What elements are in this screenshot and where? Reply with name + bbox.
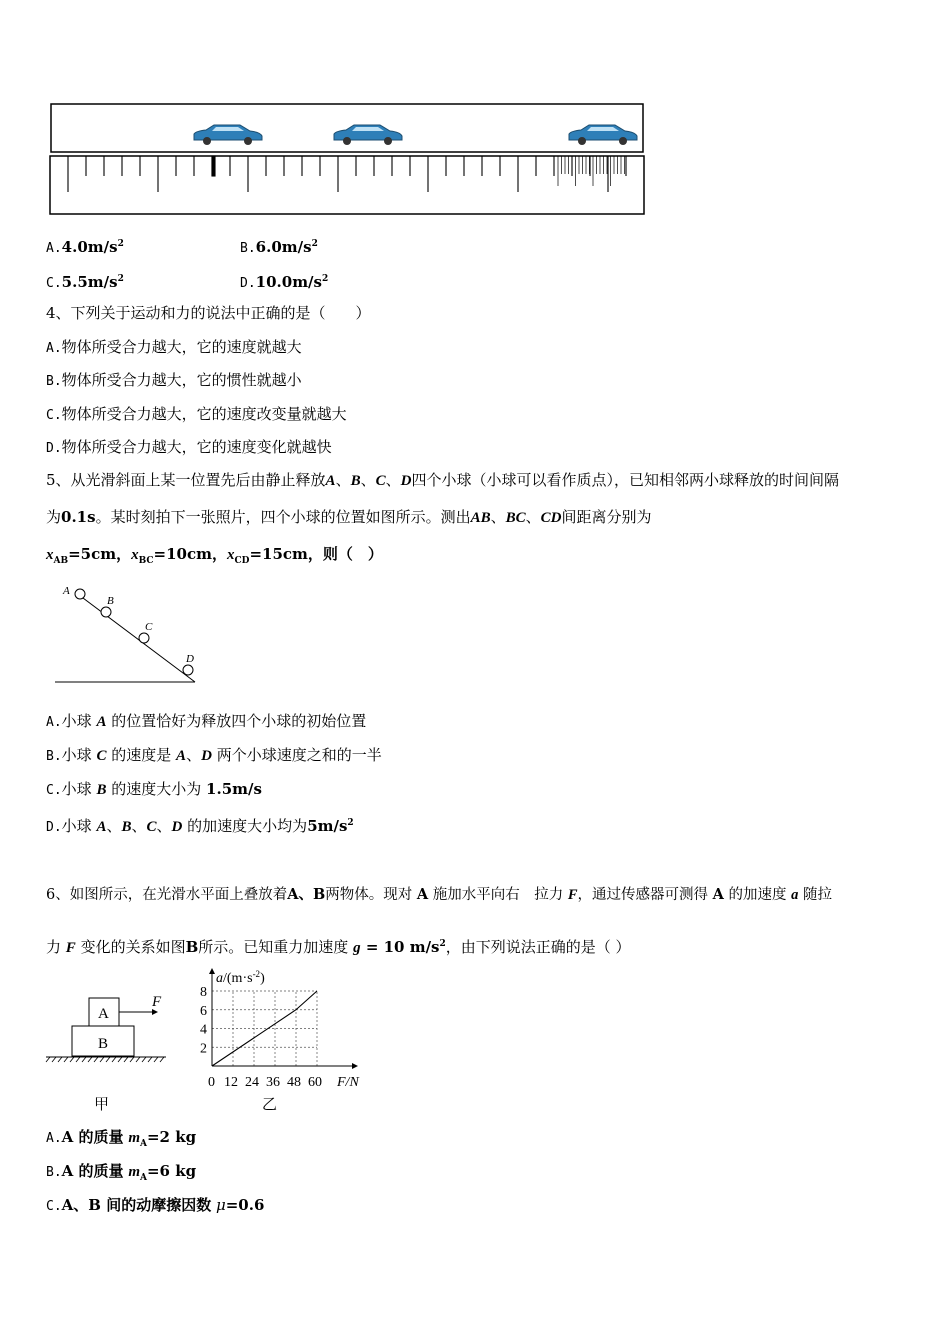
value: =6 kg xyxy=(146,1162,197,1180)
text: 的位置恰好为释放四个小球的初始位置 xyxy=(111,712,367,730)
value: =0.6 xyxy=(225,1196,265,1214)
option-key: D. xyxy=(240,276,256,291)
option-key: C. xyxy=(46,783,62,798)
var: C xyxy=(375,473,386,489)
exponent: 2 xyxy=(117,239,124,249)
caption-jia: 甲 xyxy=(94,1095,110,1112)
option-key: C. xyxy=(46,1199,62,1214)
var: A xyxy=(176,748,187,764)
var: x xyxy=(46,547,54,563)
text: 小球 xyxy=(61,746,92,764)
option-text: 物体所受合力越大，它的惯性就越小 xyxy=(61,371,302,389)
var: B xyxy=(96,782,107,798)
text: 的加速度 xyxy=(728,887,787,903)
option-value: 5.5m/s xyxy=(61,273,118,291)
label-a: A xyxy=(63,585,70,597)
q4-option-c xyxy=(46,404,347,426)
var: D xyxy=(171,819,183,835)
option-key: D. xyxy=(46,820,62,835)
caption-yi: 乙 xyxy=(262,1095,278,1113)
subscript: CD xyxy=(234,556,250,566)
q5-option-a xyxy=(46,711,366,733)
text: 5、从光滑斜面上某一位置先后由静止释放 xyxy=(46,471,326,489)
text: 、 xyxy=(385,471,401,489)
q3-option-d xyxy=(240,269,328,294)
x-tick-label: 36 xyxy=(266,1075,280,1090)
subscript: A xyxy=(139,1173,147,1183)
value: =10cm， xyxy=(153,545,227,563)
exponent: 2 xyxy=(321,274,329,284)
option-key: D. xyxy=(46,441,62,456)
text: 、 xyxy=(490,508,506,526)
var: μ xyxy=(215,1196,226,1214)
option-text: 物体所受合力越大，它的速度变化就越快 xyxy=(61,438,332,456)
text: 的加速度大小均为 xyxy=(187,817,308,835)
q6-option-b xyxy=(46,1161,196,1188)
text: 的速度大小为 xyxy=(111,780,202,798)
text: 两物体。现对 xyxy=(325,887,413,903)
var: D xyxy=(201,748,212,764)
text: 、 xyxy=(156,817,172,835)
text: 小球 xyxy=(61,817,92,835)
var: m xyxy=(128,1130,140,1146)
x-axis-arrow-icon xyxy=(352,1063,358,1069)
x-tick-label: 12 xyxy=(224,1075,238,1090)
option-key: C. xyxy=(46,276,62,291)
ball-c xyxy=(139,633,149,643)
text: A、B 间的动摩擦因数 xyxy=(61,1196,212,1214)
option-text: 物体所受合力越大，它的速度改变量就越大 xyxy=(61,405,347,423)
y-axis-arrow-icon xyxy=(209,968,215,974)
x-tick-label: 60 xyxy=(308,1075,322,1090)
value: 1.5m/s xyxy=(206,780,262,798)
option-key: A. xyxy=(46,715,62,730)
chart-xlabel xyxy=(336,1075,359,1090)
ball-a xyxy=(75,589,85,599)
text: 四个小球（小球可以看作质点），已知相邻两小球释放的时间间隔 xyxy=(411,471,839,489)
q5-stem-line1 xyxy=(46,470,839,491)
var: m xyxy=(128,1164,140,1180)
option-key: B. xyxy=(46,749,62,764)
var: B xyxy=(121,819,132,835)
var: a xyxy=(791,887,799,903)
var: x xyxy=(131,547,139,563)
option-key: A. xyxy=(46,241,62,256)
var: A、B xyxy=(287,886,326,903)
text: ，通过传感器可测得 xyxy=(577,887,709,903)
y-tick-label: 2 xyxy=(200,1041,207,1057)
text: 随拉 xyxy=(802,887,832,903)
option-value: 10.0m/s xyxy=(255,273,322,291)
ground-hatch xyxy=(46,1057,164,1062)
text: 、 xyxy=(106,817,122,835)
y-tick-label: 6 xyxy=(200,1003,207,1019)
var: F xyxy=(567,887,578,903)
subscript: A xyxy=(139,1139,147,1149)
value: = 10 m/s xyxy=(360,938,440,956)
option-value: 4.0m/s xyxy=(61,238,118,256)
var: A xyxy=(416,886,429,903)
q5-stem-line3 xyxy=(46,544,383,571)
var: A xyxy=(96,714,107,730)
option-value: 6.0m/s xyxy=(255,238,312,256)
option-key: B. xyxy=(240,241,256,256)
q6-option-a xyxy=(46,1127,196,1154)
label-c: C xyxy=(145,621,153,633)
text: 小球 xyxy=(61,712,92,730)
ylabel-end: ) xyxy=(260,971,265,986)
text: 、 xyxy=(186,746,202,764)
exponent: 2 xyxy=(439,939,446,949)
xlabel-text: F/N xyxy=(337,1075,359,1090)
x-tick-label: 24 xyxy=(245,1075,259,1090)
ball-d xyxy=(183,665,193,675)
car-icon xyxy=(194,125,262,145)
option-text: 物体所受合力越大，它的速度就越大 xyxy=(61,338,302,356)
y-tick-label: 8 xyxy=(200,985,207,1000)
text: ，由下列说法正确的是（ ） xyxy=(445,938,631,956)
ylabel-unit: /(m·s xyxy=(223,971,253,986)
text: 所示。已知重力加速度 xyxy=(198,938,349,956)
ball-b xyxy=(101,607,111,617)
q5-option-d xyxy=(46,813,354,838)
force-label: F xyxy=(152,994,162,1010)
q4-stem: 4、下列关于运动和力的说法中正确的是（ ） xyxy=(46,304,371,322)
text: 6、如图所示，在光滑水平面上叠放着 xyxy=(46,887,288,903)
var: D xyxy=(400,473,412,489)
incline-figure xyxy=(50,580,210,690)
text: 、 xyxy=(360,471,376,489)
value: =15cm，则（ ） xyxy=(249,545,383,563)
value: =2 kg xyxy=(146,1128,197,1146)
subscript: BC xyxy=(138,556,154,566)
chart-grid xyxy=(212,991,317,1066)
text: 间距离分别为 xyxy=(561,508,652,526)
subscript: AB xyxy=(53,556,69,566)
text: 两个小球速度之和的一半 xyxy=(216,746,382,764)
q3-option-b xyxy=(240,234,318,259)
q4-option-d xyxy=(46,437,332,459)
q5-stem-line2 xyxy=(46,507,652,528)
var: F xyxy=(65,940,76,956)
y-tick-label: 4 xyxy=(200,1022,207,1038)
text: 。某时刻拍下一张照片，四个小球的位置如图所示。测出 xyxy=(95,508,471,526)
blocks-figure xyxy=(44,990,174,1112)
text: 小球 xyxy=(61,780,92,798)
text: 为 xyxy=(46,508,62,526)
value: =5cm， xyxy=(68,545,132,563)
ruler-marker xyxy=(212,156,215,176)
text: 、 xyxy=(131,817,147,835)
option-key: B. xyxy=(46,1165,62,1180)
value: 5m/s xyxy=(307,817,348,835)
ylabel-exp: -2 xyxy=(252,969,261,979)
q6-stem-line2 xyxy=(46,934,631,958)
exponent: 2 xyxy=(117,274,124,284)
q5-option-c xyxy=(46,779,262,801)
q5-option-b xyxy=(46,745,382,767)
q3-option-c xyxy=(46,269,124,294)
label-d: D xyxy=(186,653,194,665)
acceleration-force-chart xyxy=(192,966,382,1116)
q4-option-a xyxy=(46,337,302,359)
exponent: 2 xyxy=(347,818,354,828)
option-key: B. xyxy=(46,374,62,389)
option-key: C. xyxy=(46,408,62,423)
q4-option-b xyxy=(46,370,302,392)
car-photo-figure xyxy=(48,102,648,217)
text: 、 xyxy=(525,508,541,526)
option-key: A. xyxy=(46,1131,62,1146)
text: 变化的关系如图 xyxy=(80,938,186,956)
var: x xyxy=(227,547,235,563)
text: 施加水平向右 拉力 xyxy=(432,887,564,903)
car-icon xyxy=(569,125,637,145)
option-key: A. xyxy=(46,341,62,356)
var: C xyxy=(146,819,157,835)
chart-yticks xyxy=(200,985,207,1056)
q6-option-c xyxy=(46,1195,264,1217)
block-b-label: B xyxy=(98,1036,109,1052)
q6-stem-line1 xyxy=(46,885,832,905)
value: 0.1s xyxy=(61,508,96,526)
x-tick-label: 48 xyxy=(287,1075,301,1090)
text: A 的质量 xyxy=(61,1128,124,1146)
var: B xyxy=(185,938,199,956)
var: A xyxy=(712,886,724,903)
chart-xticks xyxy=(208,1075,322,1090)
var: A xyxy=(325,473,336,489)
var: AB xyxy=(470,510,491,526)
ruler-ticks xyxy=(68,156,626,192)
exponent: 2 xyxy=(311,239,318,249)
ylabel-a: a xyxy=(216,971,223,986)
text: A 的质量 xyxy=(61,1162,124,1180)
var: C xyxy=(96,748,107,764)
var: BC xyxy=(505,510,526,526)
var: A xyxy=(96,819,107,835)
q3-option-a xyxy=(46,234,124,259)
label-b: B xyxy=(107,595,114,607)
chart-ylabel xyxy=(216,969,265,986)
text: 、 xyxy=(335,471,351,489)
x-tick-label: 0 xyxy=(208,1075,215,1090)
text: 的速度是 xyxy=(111,746,172,764)
text: 力 xyxy=(46,938,62,956)
var: CD xyxy=(540,510,562,526)
var: g xyxy=(353,940,361,956)
block-a-label: A xyxy=(98,1006,109,1022)
car-icon xyxy=(334,125,402,145)
var: B xyxy=(350,473,361,489)
